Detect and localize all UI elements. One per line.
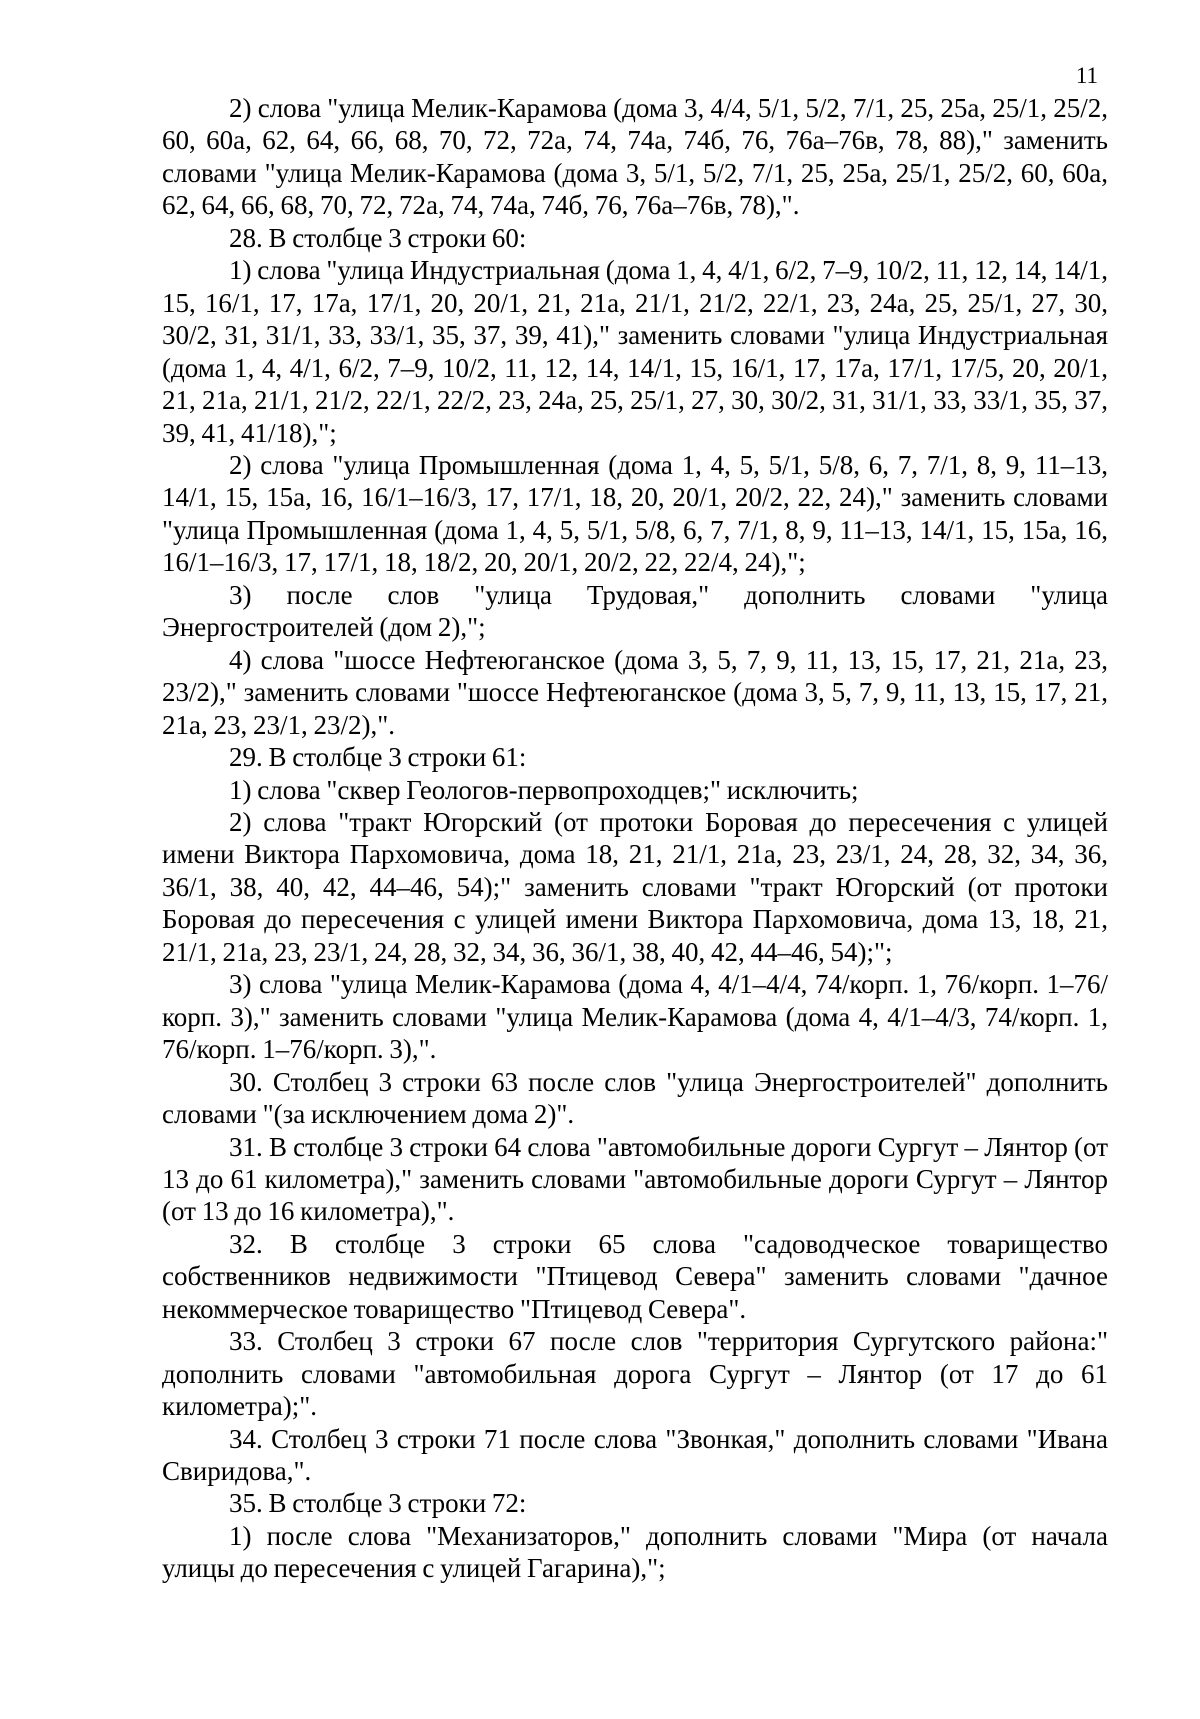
paragraph: 31. В столбце 3 строки 64 слова "автомобильные дороги Сургут – Лянтор (от 13 до 61 километра)," заменить словами "автомобильные дороги Сургут – Лянтор (от 13 до 16 километра),".	[162, 1131, 1108, 1227]
paragraph: 29. В столбце 3 строки 61:	[229, 742, 527, 773]
paragraph: 4) слова "шоссе Нефтеюганское (дома 3, 5, 7, 9, 11, 13, 15, 17, 21, 21а, 23, 23/2)," заменить словами "шоссе Нефтеюганское (дома 3, 5, 7, 9, 11, 13, 15, 17, 21, 21а, 23, 23/1, 23/2),".	[162, 644, 1108, 740]
paragraph: 1) слова "сквер Геологов-первопроходцев;" исключить;	[229, 774, 859, 805]
paragraph: 3) слова "улица Мелик-Карамова (дома 4, 4/1–4/4, 74/корп. 1, 76/корп. 1–76/корп. 3)," заменить словами "улица Мелик-Карамова (дома 4, 4/1–4/3, 74/корп. 1, 76/корп. 1–76/корп. 3),".	[162, 969, 1108, 1065]
paragraph: 1) слова "улица Индустриальная (дома 1, 4, 4/1, 6/2, 7–9, 10/2, 11, 12, 14, 14/1, 15, 16/1, 17, 17а, 17/1, 20, 20/1, 21, 21а, 21/1, 21/2, 22/1, 23, 24а, 25, 25/1, 27, 30, 30/2, 31, 31/1, 33, 33/1, 35, 37, 39, 41)," заменить словами "улица Индустриальная (дома 1, 4, 4/1, 6/2, 7–9, 10/2, 11, 12, 14, 14/1, 15, 16/1, 17, 17а, 17/1, 17/5, 20, 20/1, 21, 21а, 21/1, 21/2, 22/1, 22/2, 23, 24а, 25, 25/1, 27, 30, 30/2, 31, 31/1, 33, 33/1, 35, 37, 39, 41, 41/18),";	[162, 255, 1108, 448]
paragraph: 35. В столбце 3 строки 72:	[229, 1488, 527, 1519]
paragraph: 2) слова "тракт Югорский (от протоки Боровая до пересечения с улицей имени Виктора Пархомовича, дома 18, 21, 21/1, 21а, 23, 23/1, 24, 28, 32, 34, 36, 36/1, 38, 40, 42, 44–46, 54);" заменить словами "тракт Югорский (от протоки Боровая до пересечения с улицей имени Виктора Пархомовича, дома 13, 18, 21, 21/1, 21а, 23, 23/1, 24, 28, 32, 34, 36, 36/1, 38, 40, 42, 44–46, 54);";	[162, 806, 1108, 967]
paragraph: 33. Столбец 3 строки 67 после слов "территория Сургутского района:" дополнить словами "автомобильная дорога Сургут – Лянтор (от 17 до 61 километра);".	[162, 1326, 1108, 1422]
paragraph: 1) после слова "Механизаторов," дополнить словами "Мира (от начала улицы до пересечения с улицей Гагарина),";	[162, 1520, 1108, 1584]
paragraph: 2) слова "улица Мелик-Карамова (дома 3, 4/4, 5/1, 5/2, 7/1, 25, 25а, 25/1, 25/2, 60, 60а, 62, 64, 66, 68, 70, 72, 72а, 74, 74а, 74б, 76, 76а–76в, 78, 88)," заменить словами "улица Мелик-Карамова (дома 3, 5/1, 5/2, 7/1, 25, 25а, 25/1, 25/2, 60, 60а, 62, 64, 66, 68, 70, 72, 72а, 74, 74а, 74б, 76, 76а–76в, 78),".	[162, 93, 1108, 221]
paragraph: 3) после слов "улица Трудовая," дополнить словами "улица Энергостроителей (дом 2),";	[162, 579, 1108, 643]
paragraph: 34. Столбец 3 строки 71 после слова "Звонкая," дополнить словами "Ивана Свиридова,".	[162, 1423, 1108, 1487]
paragraph: 32. В столбце 3 строки 65 слова "садоводческое товарищество собственников недвижимости "Птицевод Севера" заменить словами "дачное некоммерческое товарищество "Птицевод Севера".	[162, 1228, 1108, 1324]
paragraph: 28. В столбце 3 строки 60:	[229, 222, 527, 253]
page-number: 11	[1075, 63, 1098, 88]
paragraph: 2) слова "улица Промышленная (дома 1, 4, 5, 5/1, 5/8, 6, 7, 7/1, 8, 9, 11–13, 14/1, 15, 15а, 16, 16/1–16/3, 17, 17/1, 18, 20, 20/1, 20/2, 22, 24)," заменить словами "улица Промышленная (дома 1, 4, 5, 5/1, 5/8, 6, 7, 7/1, 8, 9, 11–13, 14/1, 15, 15а, 16, 16/1–16/3, 17, 17/1, 18, 18/2, 20, 20/1, 20/2, 22, 22/4, 24),";	[162, 449, 1108, 578]
paragraph: 30. Столбец 3 строки 63 после слов "улица Энергостроителей" дополнить словами "(за исключением дома 2)".	[162, 1066, 1108, 1130]
document-body	[162, 92, 1108, 1585]
